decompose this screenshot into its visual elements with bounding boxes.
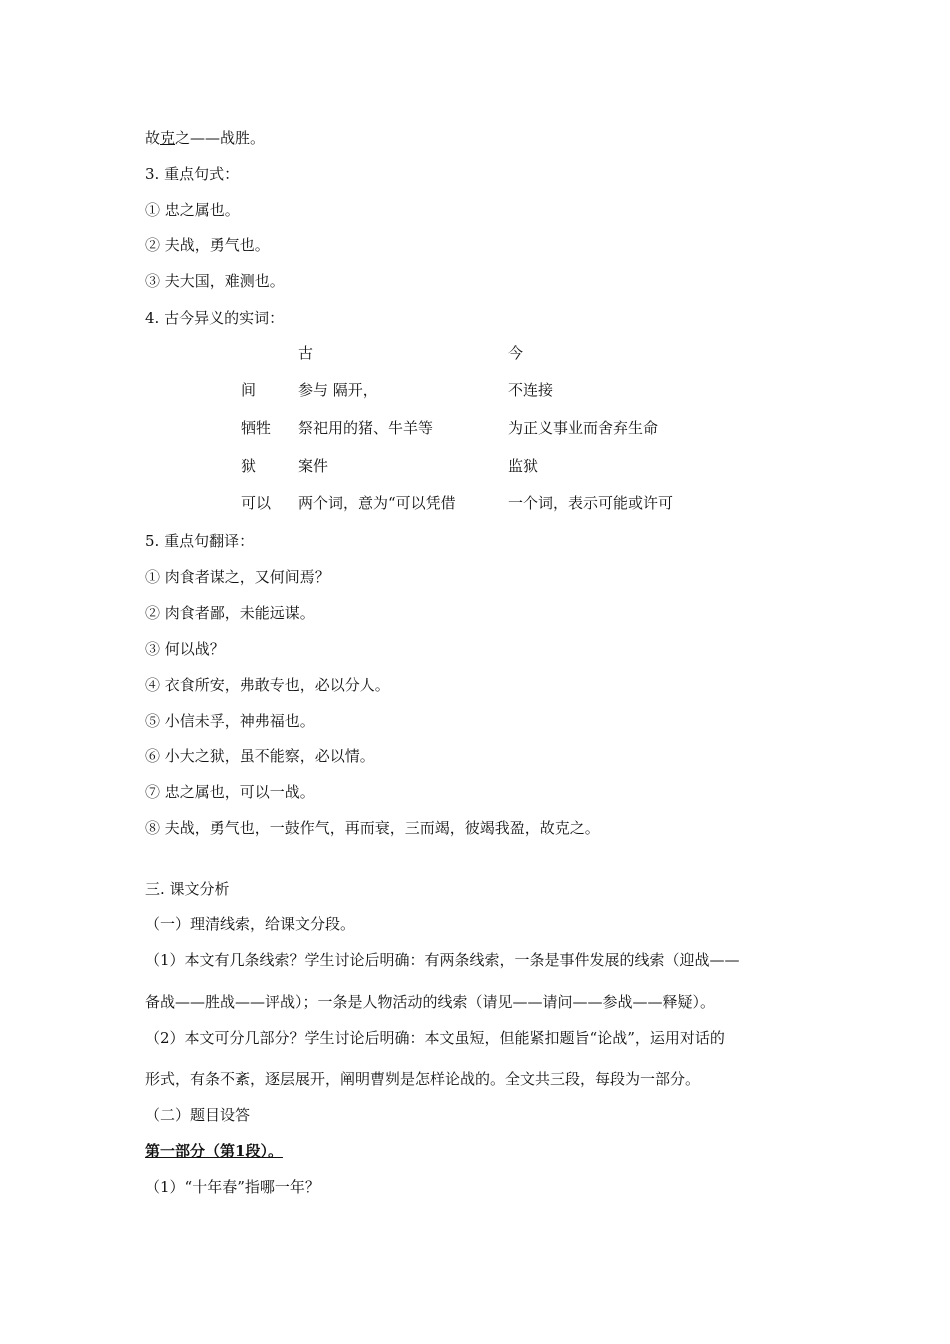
sec3-item-2: ② 夫战，勇气也。 xyxy=(145,236,270,254)
question-1: （1）“十年春”指哪一年？ xyxy=(145,1178,320,1196)
top-line-pre: 故 xyxy=(145,129,161,147)
table-row-2-ancient: 祭祀用的猪、牛羊等 xyxy=(298,419,434,437)
sec5-item-7: ⑦ 忠之属也，可以一战。 xyxy=(145,783,315,801)
table-row-1-ancient: 参与 隔开， xyxy=(298,381,378,399)
sec5-item-1: ① 肉食者谋之，又何间焉？ xyxy=(145,568,330,586)
table-head-modern: 今 xyxy=(508,344,524,362)
paragraph-2-line-2: 形式，有条不紊，逐层展开，阐明曹刿是怎样论战的。全文共三段，每段为一部分。 xyxy=(145,1070,701,1088)
top-line-post: 之——战胜。 xyxy=(175,129,266,147)
sec3-heading: 3. 重点句式： xyxy=(145,165,240,183)
top-line-underlined: 克 xyxy=(160,129,176,147)
table-row-2-modern: 为正义事业而舍弃生命 xyxy=(508,419,659,437)
sec5-heading: 5. 重点句翻译： xyxy=(145,532,255,550)
table-row-4-modern: 一个词，表示可能或许可 xyxy=(508,494,674,512)
sec5-item-6: ⑥ 小大之狱，虽不能察，必以情。 xyxy=(145,747,375,765)
paragraph-1-line-1: （1）本文有几条线索？学生讨论后明确：有两条线索，一条是事件发展的线索（迎战—— xyxy=(145,951,740,969)
paragraph-1-line-2: 备战——胜战——评战）；一条是人物活动的线索（请见——请问——参战——释疑）。 xyxy=(145,993,716,1011)
table-row-4-word: 可以 xyxy=(241,494,272,512)
paragraph-2-line-1: （2）本文可分几部分？学生讨论后明确：本文虽短，但能紧扣题旨“论战”，运用对话的 xyxy=(145,1029,725,1047)
top-line xyxy=(145,128,265,148)
sec5-item-4: ④ 衣食所安，弗敢专也，必以分人。 xyxy=(145,676,390,694)
table-row-3-modern: 监狱 xyxy=(508,457,539,475)
table-row-3-word: 狱 xyxy=(241,457,257,475)
table-row-3-ancient: 案件 xyxy=(298,457,329,475)
part3-heading: 三. 课文分析 xyxy=(145,880,230,898)
table-row-1-word: 间 xyxy=(241,381,257,399)
table-row-4-ancient: 两个词，意为“可以凭借 xyxy=(298,494,456,512)
table-row-1-modern: 不连接 xyxy=(508,381,554,399)
sec3-item-1: ① 忠之属也。 xyxy=(145,201,240,219)
sec5-item-3: ③ 何以战？ xyxy=(145,640,225,658)
part1-title: 第一部分（第1段）。 xyxy=(145,1142,283,1160)
sec5-item-2: ② 肉食者鄙，未能远谋。 xyxy=(145,604,315,622)
sec5-item-8: ⑧ 夫战，勇气也，一鼓作气，再而衰，三而竭，彼竭我盈，故克之。 xyxy=(145,819,600,837)
sec3-item-3: ③ 夫大国，难测也。 xyxy=(145,272,285,290)
table-row-2-word: 牺牲 xyxy=(241,419,272,437)
sub1-heading: （一）理清线索，给课文分段。 xyxy=(145,915,356,933)
sec5-item-5: ⑤ 小信未孚，神弗福也。 xyxy=(145,712,315,730)
table-head-ancient: 古 xyxy=(298,344,314,362)
sub2-heading: （二）题目设答 xyxy=(145,1106,251,1124)
sec4-heading: 4. 古今异义的实词： xyxy=(145,309,285,327)
